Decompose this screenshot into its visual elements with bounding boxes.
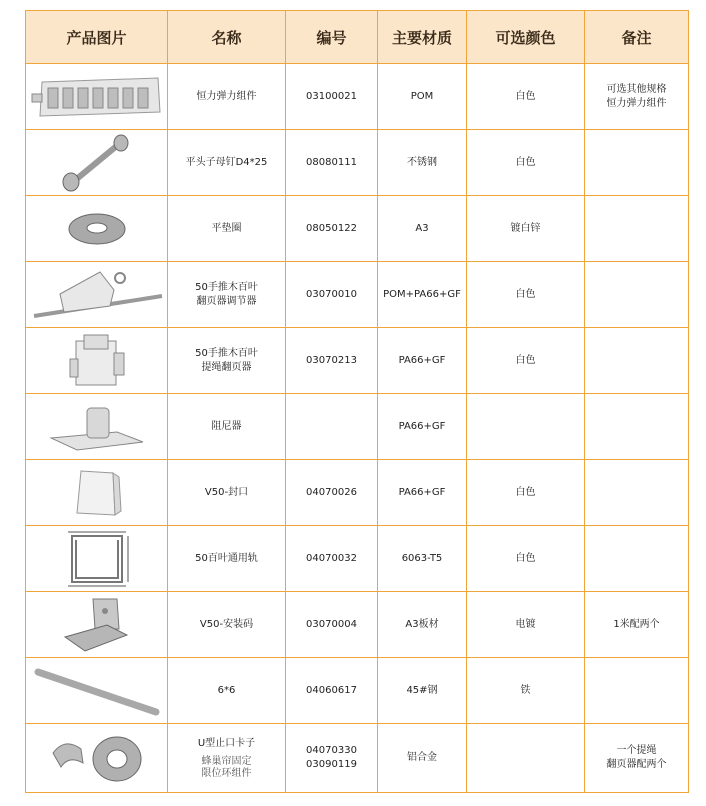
product-material: 6063-T5 (378, 526, 467, 592)
product-color: 白色 (467, 130, 585, 196)
table-row (26, 460, 689, 526)
product-name-cell (168, 328, 286, 394)
product-code: 04060617 (286, 658, 378, 724)
product-note (585, 460, 689, 526)
header-color: 可选颜色 (467, 11, 585, 64)
product-code: 03100021 (286, 64, 378, 130)
product-code: 08050122 (286, 196, 378, 262)
product-note (585, 526, 689, 592)
product-code: 03070010 (286, 262, 378, 328)
product-name-cell (168, 526, 286, 592)
tilt-adjuster-image (26, 262, 167, 327)
product-image-cell (26, 130, 168, 196)
product-material: PA66+GF (378, 394, 467, 460)
product-name-cell (168, 64, 286, 130)
product-name: 恒力弹力组件 (196, 90, 257, 102)
header-picture: 产品图片 (26, 11, 168, 64)
washer-image (26, 196, 167, 261)
product-note (585, 130, 689, 196)
product-note: 可选其他规格 恒力弹力组件 (585, 64, 689, 130)
product-color: 白色 (467, 526, 585, 592)
product-name-cell (168, 658, 286, 724)
product-color: 电镀 (467, 592, 585, 658)
table-row (26, 328, 689, 394)
product-code (286, 394, 378, 460)
table-row (26, 526, 689, 592)
product-image-cell (26, 394, 168, 460)
mounting-bracket-image (26, 592, 167, 657)
table-row (26, 592, 689, 658)
product-material: 45#钢 (378, 658, 467, 724)
product-code: 04070330 03090119 (286, 724, 378, 793)
product-code: 03070213 (286, 328, 378, 394)
product-note: 一个提绳 翻页器配两个 (585, 724, 689, 793)
product-name: 平垫圈 (211, 222, 242, 234)
stop-clip-image (26, 724, 167, 792)
product-image-cell (26, 724, 168, 793)
product-name: 50手推木百叶 提绳翻页器 (195, 347, 258, 373)
product-name-cell (168, 592, 286, 658)
product-image-cell (26, 658, 168, 724)
product-image-cell (26, 196, 168, 262)
table-body (26, 64, 689, 793)
table-row (26, 394, 689, 460)
product-color: 白色 (467, 64, 585, 130)
product-note (585, 658, 689, 724)
spring-assembly-image (26, 64, 167, 129)
product-table (25, 10, 689, 793)
product-name: V50-封口 (204, 486, 249, 498)
steel-rod-image (26, 658, 167, 723)
table-row (26, 658, 689, 724)
product-material: POM+PA66+GF (378, 262, 467, 328)
product-name-cell (168, 724, 286, 793)
product-name: 阻尼器 (211, 420, 242, 432)
product-color: 白色 (467, 328, 585, 394)
product-material: A3 (378, 196, 467, 262)
product-image-cell (26, 460, 168, 526)
product-note (585, 262, 689, 328)
product-code: 04070026 (286, 460, 378, 526)
product-material: POM (378, 64, 467, 130)
product-name: U型止口卡子 (197, 737, 256, 749)
product-name-cell (168, 394, 286, 460)
product-color: 铁 (467, 658, 585, 724)
table-row (26, 724, 689, 793)
product-name-cell (168, 196, 286, 262)
product-material: 不锈钢 (378, 130, 467, 196)
header-code: 编号 (286, 11, 378, 64)
table-row (26, 196, 689, 262)
rivet-image (26, 130, 167, 195)
product-name: V50-安装码 (199, 618, 254, 630)
product-image-cell (26, 526, 168, 592)
product-material: A3板材 (378, 592, 467, 658)
table-header-row (26, 11, 689, 64)
product-color: 镀白锌 (467, 196, 585, 262)
product-name: 50手推木百叶 翻页器调节器 (195, 281, 258, 307)
end-cap-image (26, 460, 167, 525)
product-code: 04070032 (286, 526, 378, 592)
table-row (26, 64, 689, 130)
table-row (26, 130, 689, 196)
damper-image (26, 394, 167, 459)
product-table-wrapper (25, 10, 689, 793)
product-color (467, 394, 585, 460)
product-name-cell (168, 130, 286, 196)
product-color (467, 724, 585, 793)
product-note (585, 196, 689, 262)
product-color: 白色 (467, 460, 585, 526)
product-color: 白色 (467, 262, 585, 328)
product-note (585, 394, 689, 460)
product-material: 铝合金 (378, 724, 467, 793)
product-image-cell (26, 328, 168, 394)
product-code: 03070004 (286, 592, 378, 658)
rail-profile-image (26, 526, 167, 591)
product-note: 1米配两个 (585, 592, 689, 658)
product-name-cell (168, 460, 286, 526)
product-image-cell (26, 262, 168, 328)
table-row (26, 262, 689, 328)
product-material: PA66+GF (378, 460, 467, 526)
header-name: 名称 (168, 11, 286, 64)
product-name: 50百叶通用轨 (195, 552, 258, 564)
product-name-cell (168, 262, 286, 328)
product-image-cell (26, 64, 168, 130)
product-image-cell (26, 592, 168, 658)
header-note: 备注 (585, 11, 689, 64)
product-note (585, 328, 689, 394)
lift-cord-tilter-image (26, 328, 167, 393)
product-material: PA66+GF (378, 328, 467, 394)
product-name-sub: 蜂巢帘固定 限位环组件 (201, 755, 252, 779)
product-name: 6*6 (217, 684, 236, 696)
product-name: 平头子母钉D4*25 (185, 156, 268, 168)
header-material: 主要材质 (378, 11, 467, 64)
product-code: 08080111 (286, 130, 378, 196)
